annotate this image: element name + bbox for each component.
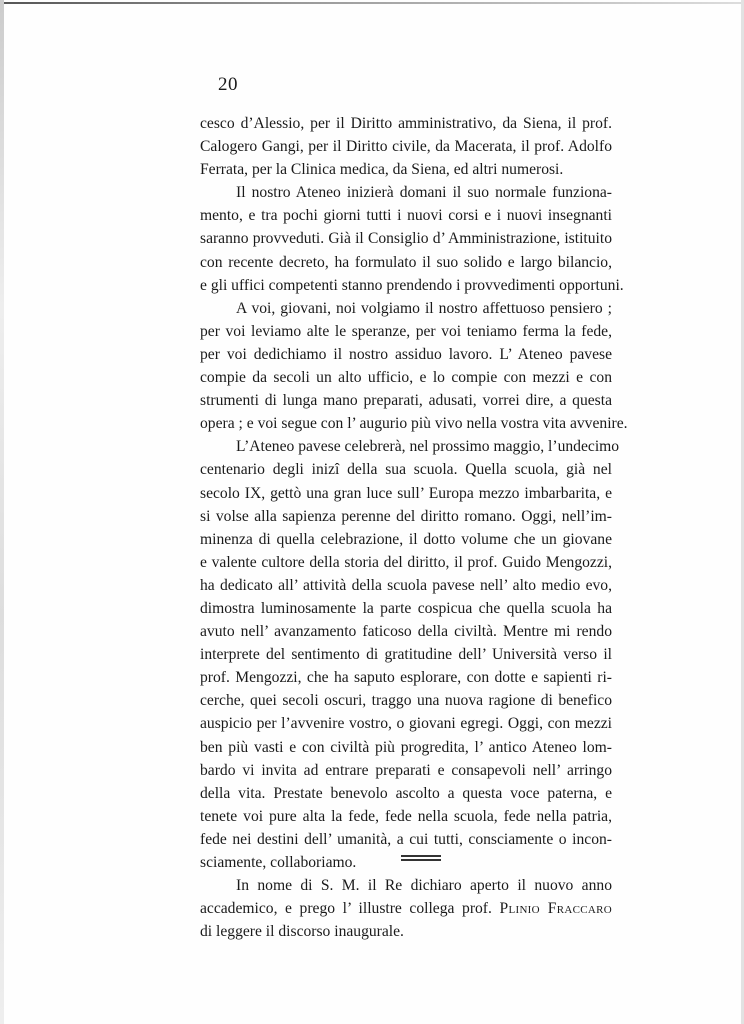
- text-line: con recente decreto, ha formulato il suo solido e largo bilancio,: [200, 253, 612, 271]
- text-line: ha dedicato all’ attività della scuola pavese nell’ alto medio evo,: [200, 576, 612, 594]
- text-line: tenete voi pure alta la fede, fede nella scuola, fede nella patria,: [200, 807, 612, 825]
- text-line: In nome di S. M. il Re dichiaro aperto il nuovo anno: [236, 877, 612, 895]
- text-line: per voi dedichiamo il nostro assiduo lavoro. L’ Ateneo pavese: [200, 345, 612, 363]
- text-line: della vita. Prestate benevolo ascolto a questa voce paterna, e: [200, 784, 612, 802]
- text-line: prof. Mengozzi, che ha saputo esplorare, con dotte e sapienti ri-: [200, 669, 612, 687]
- text-line: compie da secoli un alto ufficio, e lo compie con mezzi e con: [200, 369, 612, 387]
- speaker-name: Plinio Fraccaro: [499, 900, 613, 918]
- text-line: A voi, giovani, noi volgiamo il nostro affettuoso pensiero ;: [236, 299, 612, 317]
- text-line: interprete del sentimento di gratitudine dell’ Università verso il: [200, 646, 612, 664]
- text-line: L’Ateneo pavese celebrerà, nel prossimo maggio, l’undecimo: [236, 438, 620, 456]
- text-line: si volse alla sapienza perenne del diritto romano. Oggi, nell’im-: [200, 507, 612, 525]
- text-line: e valente cultore della storia del diritto, il prof. Guido Mengozzi,: [200, 553, 612, 571]
- text-line: strumenti di lunga mano preparati, adusati, vorrei dire, a questa: [200, 392, 612, 410]
- page-top-edge: [0, 2, 744, 4]
- text-line: e gli uffici competenti stanno prendendo i provvedimenti opportuni.: [200, 276, 624, 294]
- text-line: avuto nell’ avanzamento faticoso della civiltà. Mentre mi rendo: [200, 623, 612, 641]
- text-line: cesco d’Alessio, per il Diritto amministrativo, da Siena, il prof.: [200, 115, 612, 132]
- text-line: [200, 897, 612, 920]
- page-number: 20: [218, 74, 238, 95]
- text-line: di leggere il discorso inaugurale.: [200, 923, 404, 941]
- text-line: dimostra luminosamente la parte cospicua che quella scuola ha: [200, 599, 612, 617]
- text-line: Ferrata, per la Clinica medica, da Siena, ed altri numerosi.: [200, 161, 564, 179]
- text-line: minenza di quella celebrazione, il dotto volume che un giovane: [200, 530, 612, 548]
- body-text: [200, 112, 628, 943]
- text-line: mento, e tra pochi giorni tutti i nuovi corsi e i nuovi insegnanti: [200, 207, 612, 225]
- text-line: auspicio per l’avvenire vostro, o giovani egregi. Oggi, con mezzi: [200, 715, 612, 733]
- text-line: centenario degli inizî della sua scuola. Quella scuola, già nel: [200, 461, 612, 479]
- text-line-content: accademico, e prego l’ illustre collega prof.: [200, 900, 492, 918]
- page-left-edge: [0, 0, 4, 1024]
- text-line: saranno provveduti. Già il Consiglio d’ Amministrazione, istituito: [200, 230, 612, 248]
- text-line: secolo IX, gettò una gran luce sull’ Europa mezzo imbarbarita, e: [200, 484, 612, 502]
- text-line: Il nostro Ateneo inizierà domani il suo normale funziona-: [236, 184, 612, 202]
- text-line: cerche, quei secoli oscuri, traggo una nuova ragione di benefico: [200, 692, 612, 710]
- text-line: bardo vi invita ad entrare preparati e consapevoli nell’ arringo: [200, 761, 612, 779]
- text-line: fede nei destini dell’ umanità, a cui tutti, consciamente o incon-: [200, 830, 612, 848]
- text-line: opera ; e voi segue con l’ augurio più vivo nella vostra vita avvenire.: [200, 415, 628, 433]
- text-line: per voi leviamo alte le speranze, per voi teniamo ferma la fede,: [200, 322, 612, 340]
- text-line: ben più vasti e con civiltà più progredita, l’ antico Ateneo lom-: [200, 738, 612, 756]
- closing-ornament-rule: [401, 854, 441, 862]
- text-line: Calogero Gangi, per il Diritto civile, da Macerata, il prof. Adolfo: [200, 138, 612, 156]
- text-line: sciamente, collaboriamo.: [200, 854, 357, 871]
